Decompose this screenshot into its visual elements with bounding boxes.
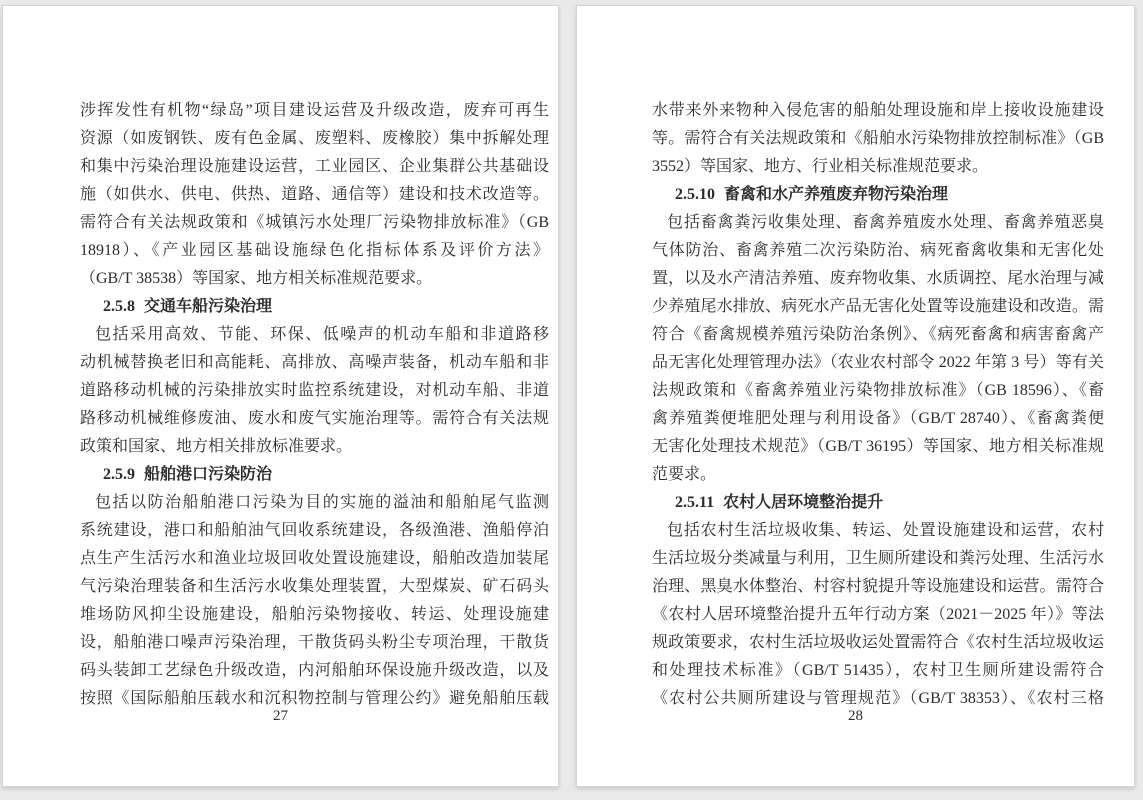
text-line: 需符合有关法规政策和《城镇污水处理厂污染物排放标准》（GB: [80, 214, 549, 231]
heading-number: 2.5.9: [103, 466, 135, 483]
text-line: 规政策要求，农村生活垃圾收运处置需符合《农村生活垃圾收运: [652, 634, 1104, 651]
text-line: 水带来外来物种入侵危害的船舶处理设施和岸上接收设施建设: [652, 102, 1104, 119]
text-line: 包括采用高效、节能、环保、低噪声的机动车船和非道路移: [95, 326, 549, 343]
text-line: 品无害化处理管理办法》（农业农村部令 2022 年第 3 号）等有关: [652, 354, 1104, 371]
section-heading: [652, 181, 1104, 209]
heading-title: 畜禽和水产养殖废弃物污染治理: [724, 186, 949, 203]
text-line: 和处理技术标准》（GB/T 51435），农村卫生厕所建设需符合: [652, 662, 1104, 679]
text-line: 气体防治、畜禽养殖二次污染防治、病死畜禽收集和无害化处: [652, 242, 1104, 259]
heading-title: 交通车船污染治理: [144, 298, 273, 315]
text-line: 包括农村生活垃圾收集、转运、处置设施建设和运营，农村: [667, 522, 1104, 539]
section-heading: [80, 461, 549, 489]
text-line: 系统建设，港口和船舶油气回收系统建设，各级渔港、渔船停泊: [80, 522, 549, 539]
text-line: 禽养殖粪便堆肥处理与利用设备》（GB/T 28740）、《畜禽粪便: [652, 410, 1104, 427]
section-heading: [652, 489, 1104, 517]
text-line: 涉挥发性有机物“绿岛”项目建设运营及升级改造，废弃可再生: [80, 102, 549, 119]
page-text-block: [652, 97, 1104, 713]
text-line: 和集中污染治理设施建设运营，工业园区、企业集群公共基础设: [80, 158, 549, 175]
text-line: 气污染治理装备和生活污水收集处理装置，大型煤炭、矿石码头: [80, 578, 549, 595]
text-line: 等。需符合有关法规政策和《船舶水污染物排放控制标准》（GB: [652, 130, 1104, 147]
text-line: 道路移动机械的污染排放实时监控系统建设，对机动车船、非道: [80, 382, 549, 399]
heading-number: 2.5.11: [675, 494, 715, 511]
text-line: 资源（如废钢铁、废有色金属、废塑料、废橡胶）集中拆解处理: [80, 130, 549, 147]
text-line: 范要求。: [652, 466, 717, 483]
text-line: 路移动机械维修废油、废水和废气实施治理等。需符合有关法规: [80, 410, 549, 427]
text-line: 法规政策和《畜禽养殖业污染物排放标准》（GB 18596）、《畜: [652, 382, 1104, 399]
heading-title: 船舶港口污染防治: [144, 466, 273, 483]
text-line: 点生产生活污水和渔业垃圾回收处置设施建设，船舶改造加装尾: [80, 550, 549, 567]
text-line: 包括以防治船舶港口污染为目的实施的溢油和船舶尾气监测: [95, 494, 549, 511]
text-line: （GB/T 38538）等国家、地方相关标准规范要求。: [80, 270, 433, 287]
text-line: 堆场防风抑尘设施建设，船舶污染物接收、转运、处理设施建: [80, 606, 549, 623]
text-line: 政策和国家、地方相关排放标准要求。: [80, 438, 353, 455]
page-number: 27: [273, 708, 288, 724]
text-line: 按照《国际船舶压载水和沉积物控制与管理公约》避免船舶压载: [80, 690, 549, 707]
text-line: 符合《畜禽规模养殖污染防治条例》、《病死畜禽和病害畜禽产: [652, 326, 1104, 343]
heading-title: 农村人居环境整治提升: [723, 494, 884, 511]
text-line: 码头装卸工艺绿色升级改造，内河船舶环保设施升级改造，以及: [80, 662, 549, 679]
page-text-block: [80, 97, 549, 713]
document-page-left: [2, 5, 559, 787]
text-line: 动机械替换老旧和高能耗、高排放、高噪声装备，机动车船和非: [80, 354, 549, 371]
text-line: 无害化处理技术规范》（GB/T 36195）等国家、地方相关标准规: [652, 438, 1104, 455]
text-line: 设，船舶港口噪声污染治理，干散货码头粉尘专项治理，干散货: [80, 634, 549, 651]
document-page-right: [576, 5, 1135, 787]
heading-number: 2.5.8: [103, 298, 135, 315]
text-line: 少养殖尾水排放、病死水产品无害化处置等设施建设和改造。需: [652, 298, 1104, 315]
page-number: 28: [848, 708, 863, 724]
text-line: 治理、黑臭水体整治、村容村貌提升等设施建设和运营。需符合: [652, 578, 1104, 595]
text-line: 《农村公共厕所建设与管理规范》（GB/T 38353）、《农村三格: [652, 690, 1104, 707]
section-heading: [80, 293, 549, 321]
text-line: 生活垃圾分类减量与利用，卫生厕所建设和粪污处理、生活污水: [652, 550, 1104, 567]
text-line: 施（如供水、供电、供热、道路、通信等）建设和技术改造等。: [80, 186, 549, 203]
text-line: 包括畜禽粪污收集处理、畜禽养殖废水处理、畜禽养殖恶臭: [667, 214, 1104, 231]
text-line: 置，以及水产清洁养殖、废弃物收集、水质调控、尾水治理与减: [652, 270, 1104, 287]
text-line: 3552）等国家、地方、行业相关标准规范要求。: [652, 158, 989, 175]
text-line: 18918）、《产业园区基础设施绿色化指标体系及评价方法》: [80, 242, 549, 259]
text-line: 《农村人居环境整治提升五年行动方案（2021－2025 年）》等法: [652, 606, 1104, 623]
heading-number: 2.5.10: [675, 186, 715, 203]
